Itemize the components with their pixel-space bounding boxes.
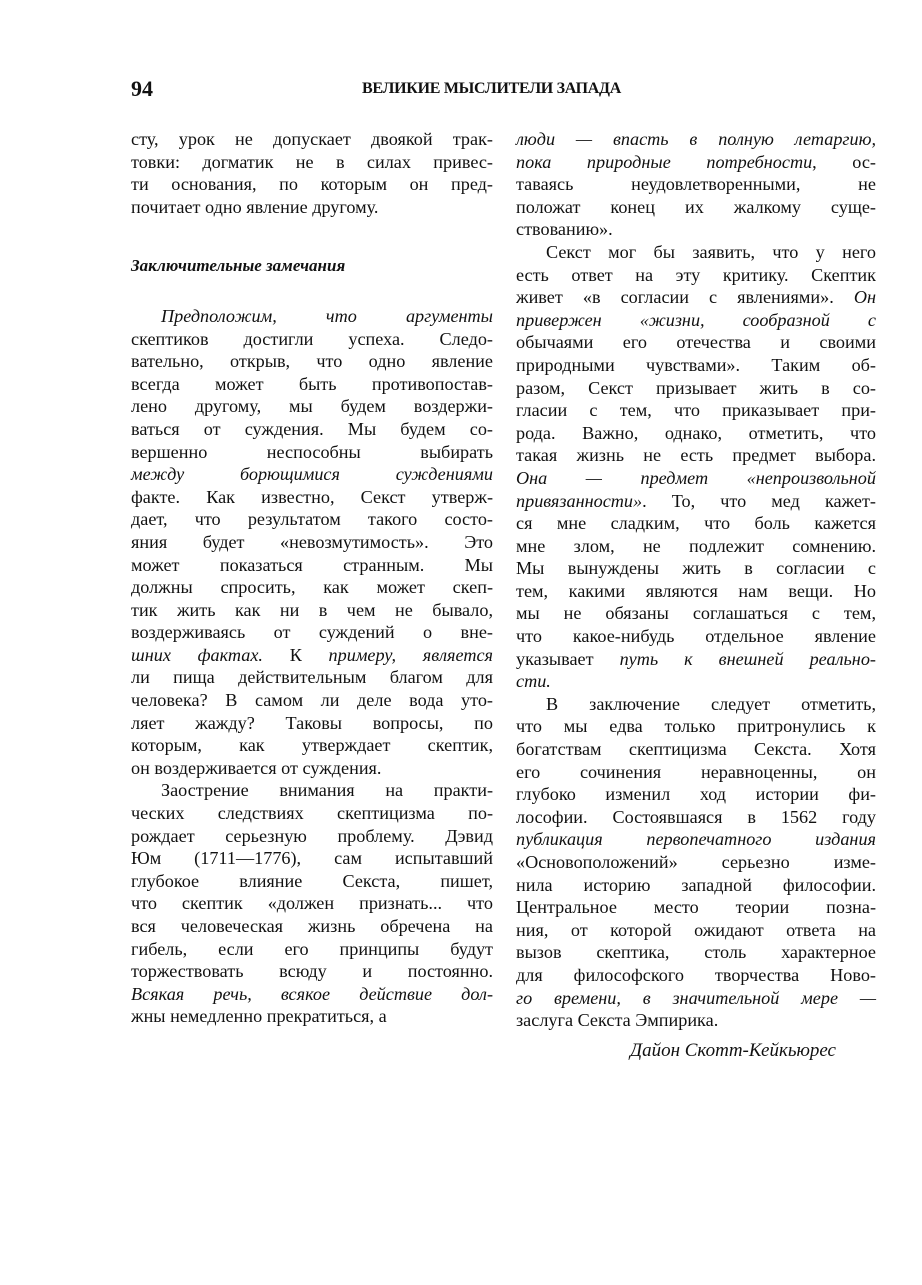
text-run: «Основоположений» серьезно изме- xyxy=(516,852,876,872)
section-heading: Заключительные замечания xyxy=(131,256,346,276)
italic-text: Всякая речь, всякое действие дол- xyxy=(131,983,493,1004)
paragraph xyxy=(131,305,493,779)
text-line xyxy=(516,241,876,264)
text-line xyxy=(516,444,876,467)
text-run: для философского творчества Ново- xyxy=(516,964,876,985)
italic-text: между борющимися суждениями xyxy=(131,464,493,485)
text-run: богатствам скептицизма Секста. Хотя xyxy=(516,739,876,760)
text-run: лософии. Состоявшаяся в 1562 году xyxy=(516,806,876,827)
text-run: его сочинения неравноценны, он xyxy=(516,761,876,782)
text-line xyxy=(516,851,876,874)
text-line xyxy=(131,486,493,509)
text-line: почитает одно явление другому. xyxy=(131,196,379,217)
text-line xyxy=(131,531,493,554)
text-line xyxy=(516,535,876,558)
italic-text: Предположим, что аргументы xyxy=(161,305,493,326)
text-run: обычаями его отечества и своими xyxy=(516,332,876,353)
text-run: живет «в согласии с явлениями». xyxy=(516,287,854,308)
text-run: жны немедленно прекратиться, а xyxy=(131,1006,387,1027)
text-run: разом, Секст призывает жить в со- xyxy=(516,377,876,398)
text-run: , ос- xyxy=(812,151,876,172)
text-line xyxy=(516,354,876,377)
text-run: он воздерживается от суждения. xyxy=(131,757,382,778)
text-line xyxy=(516,490,876,513)
text-line xyxy=(131,441,493,464)
text-run: человека? В самом ли деле вода уто- xyxy=(131,690,493,711)
text-run: Мы вынуждены жить в согласии с xyxy=(516,558,876,579)
text-line xyxy=(516,128,876,151)
text-run: что мы едва только притронулись к xyxy=(516,716,876,737)
text-run: природными чувствами». Таким об- xyxy=(516,354,876,375)
text-line xyxy=(516,196,876,219)
text-line xyxy=(516,218,876,241)
text-line xyxy=(516,467,876,490)
text-line xyxy=(516,173,876,196)
text-line: сту, урок не допускает двоякой трак- xyxy=(131,129,493,149)
text-line xyxy=(131,779,493,802)
text-run: В заключение следует отметить, xyxy=(546,693,876,714)
text-line xyxy=(516,693,876,716)
text-run: тик жить как ни в чем не бывало, xyxy=(131,599,493,620)
italic-text: путь к внешней реально- xyxy=(619,648,876,669)
text-line xyxy=(131,757,493,780)
text-line xyxy=(516,715,876,738)
text-line xyxy=(516,377,876,400)
text-line xyxy=(516,557,876,580)
text-run: таваясь неудовлетворенными, не xyxy=(516,174,876,195)
text-line xyxy=(131,554,493,577)
text-line xyxy=(131,621,493,644)
text-line xyxy=(516,580,876,603)
text-line xyxy=(131,395,493,418)
text-run: тем, какими являются нам вещи. Но xyxy=(516,580,876,601)
text-run: ляет жажду? Таковы вопросы, по xyxy=(131,712,493,733)
text-line xyxy=(131,983,493,1006)
text-run: рождает серьезную проблему. Дэвид xyxy=(131,825,493,846)
italic-text: люди — впасть в полную летаргию, xyxy=(516,129,876,149)
text-line xyxy=(131,938,493,961)
text-line xyxy=(516,987,876,1010)
text-run: положат конец их жалкому суще- xyxy=(516,196,876,217)
text-run: нила историю западной философии. xyxy=(516,874,876,895)
text-run: мне злом, не подлежит сомнению. xyxy=(516,535,876,556)
text-run: скептиков достигли успеха. Следо- xyxy=(131,328,493,349)
text-run: ваться от суждения. Мы будем со- xyxy=(131,418,493,439)
text-run: вательно, открыв, что одно явление xyxy=(131,351,493,372)
text-line xyxy=(516,874,876,897)
text-line xyxy=(516,331,876,354)
text-line xyxy=(516,399,876,422)
text-line xyxy=(516,151,876,174)
italic-text: шних фактах. xyxy=(131,644,290,665)
text-run: глубоко изменил ход истории фи- xyxy=(516,784,876,805)
text-line xyxy=(131,644,493,667)
text-line xyxy=(131,870,493,893)
text-line xyxy=(131,1005,493,1028)
text-line xyxy=(131,689,493,712)
text-run: что какое-нибудь отдельное явление xyxy=(516,626,876,647)
text-line xyxy=(516,309,876,332)
text-line xyxy=(516,670,876,693)
text-line xyxy=(516,1009,876,1032)
text-run: ствованию». xyxy=(516,219,613,240)
text-line xyxy=(131,599,493,622)
intro-paragraph xyxy=(131,128,493,218)
text-line xyxy=(131,712,493,735)
text-line xyxy=(131,508,493,531)
text-run: Заострение внимания на практи- xyxy=(161,780,493,801)
text-line xyxy=(516,806,876,829)
text-run: мы не обязаны соглашаться с тем, xyxy=(516,603,876,624)
text-run: Юм (1711—1776), сам испытавший xyxy=(131,848,493,869)
text-run: торжествовать всюду и постоянно. xyxy=(131,961,493,982)
text-run: такая жизнь не есть предмет выбора. xyxy=(516,445,876,466)
text-line xyxy=(516,264,876,287)
italic-text: привязанности» xyxy=(516,490,643,511)
text-line: ти основания, по которым он пред- xyxy=(131,174,493,195)
text-line xyxy=(131,802,493,825)
text-line xyxy=(131,576,493,599)
text-line xyxy=(516,919,876,942)
running-head: ВЕЛИКИЕ МЫСЛИТЕЛИ ЗАПАДА xyxy=(362,80,622,97)
italic-text: пока природные потребности xyxy=(516,151,813,172)
text-run: вся человеческая жизнь обречена на xyxy=(131,916,493,936)
text-run: Центральное место теории позна- xyxy=(516,897,876,918)
text-line xyxy=(131,328,493,351)
italic-text: сти. xyxy=(516,671,551,692)
text-run: заслуга Секста Эмпирика. xyxy=(516,1010,719,1031)
text-run: всегда может быть противопостав- xyxy=(131,373,493,394)
text-line xyxy=(131,463,493,486)
text-line xyxy=(516,648,876,671)
italic-text: публикация первопечатного издания xyxy=(516,829,876,850)
paragraph xyxy=(131,779,493,1028)
text-line xyxy=(516,783,876,806)
text-line xyxy=(516,286,876,309)
text-line xyxy=(516,738,876,761)
text-line xyxy=(131,350,493,373)
text-line xyxy=(516,625,876,648)
text-line xyxy=(131,305,493,328)
text-run: воздерживаясь от суждений о вне- xyxy=(131,622,493,643)
text-run: указывает xyxy=(516,648,620,669)
text-run: лено другому, мы будем воздержи- xyxy=(131,396,493,417)
text-run: яния будет «невозмутимость». Это xyxy=(131,531,493,552)
text-run: есть ответ на эту критику. Скептик xyxy=(516,264,876,285)
text-line xyxy=(516,828,876,851)
text-line xyxy=(516,422,876,445)
text-line xyxy=(131,915,493,938)
text-run: ли пища действительным благом для xyxy=(131,667,493,688)
right-column xyxy=(516,128,876,1032)
text-line xyxy=(131,734,493,757)
text-line xyxy=(131,847,493,870)
italic-text: Он xyxy=(853,287,876,308)
text-line xyxy=(516,761,876,784)
page-number: 94 xyxy=(131,76,153,101)
text-run: вызов скептика, столь характерное xyxy=(516,942,876,963)
text-line xyxy=(516,512,876,535)
italic-text: Она — предмет «непроизвольной xyxy=(516,467,876,488)
text-line xyxy=(516,602,876,625)
text-line xyxy=(131,666,493,689)
text-run: рода. Важно, однако, отметить, что xyxy=(516,422,876,443)
left-column xyxy=(131,128,493,1028)
text-run: гибель, если его принципы будут xyxy=(131,938,493,959)
paragraph xyxy=(516,693,876,1032)
text-run: должны спросить, как может скеп- xyxy=(131,577,493,598)
text-run: факте. Как известно, Секст утверж- xyxy=(131,486,493,507)
italic-text: привержен «жизни, сообразной с xyxy=(516,309,876,330)
text-run: дает, что результатом такого состо- xyxy=(131,509,493,530)
text-run: гласии с тем, что приказывает при- xyxy=(516,400,876,421)
text-run: может показаться странным. Мы xyxy=(131,554,493,575)
text-line xyxy=(131,418,493,441)
italic-text: го времени, в значительной мере — xyxy=(516,987,876,1008)
text-line xyxy=(131,825,493,848)
text-run: ческих следствиях скептицизма по- xyxy=(131,803,493,824)
text-run: Секст мог бы заявить, что у него xyxy=(546,241,876,262)
text-run: что скептик «должен признать... что xyxy=(131,893,493,914)
text-run: глубокое влияние Секста, пишет, xyxy=(131,870,493,891)
text-run: ния, от которой ожидают ответа на xyxy=(516,919,876,940)
italic-text: примеру, является xyxy=(328,644,493,665)
text-line xyxy=(131,373,493,396)
text-line xyxy=(516,941,876,964)
author-signature: Дайон Скотт-Кейкьюрес xyxy=(630,1040,836,1061)
text-line xyxy=(131,960,493,983)
text-line xyxy=(131,892,493,915)
text-run: . То, что мед кажет- xyxy=(642,490,876,511)
text-run: вершенно неспособны выбирать xyxy=(131,441,493,462)
text-run: К xyxy=(289,644,329,665)
text-line xyxy=(516,964,876,987)
text-line xyxy=(516,896,876,919)
text-line: товки: догматик не в силах привес- xyxy=(131,151,493,172)
paragraph xyxy=(516,128,876,241)
text-run: которым, как утверждает скептик, xyxy=(131,735,493,756)
paragraph xyxy=(516,241,876,693)
text-run: ся мне сладким, что боль кажется xyxy=(516,513,876,534)
